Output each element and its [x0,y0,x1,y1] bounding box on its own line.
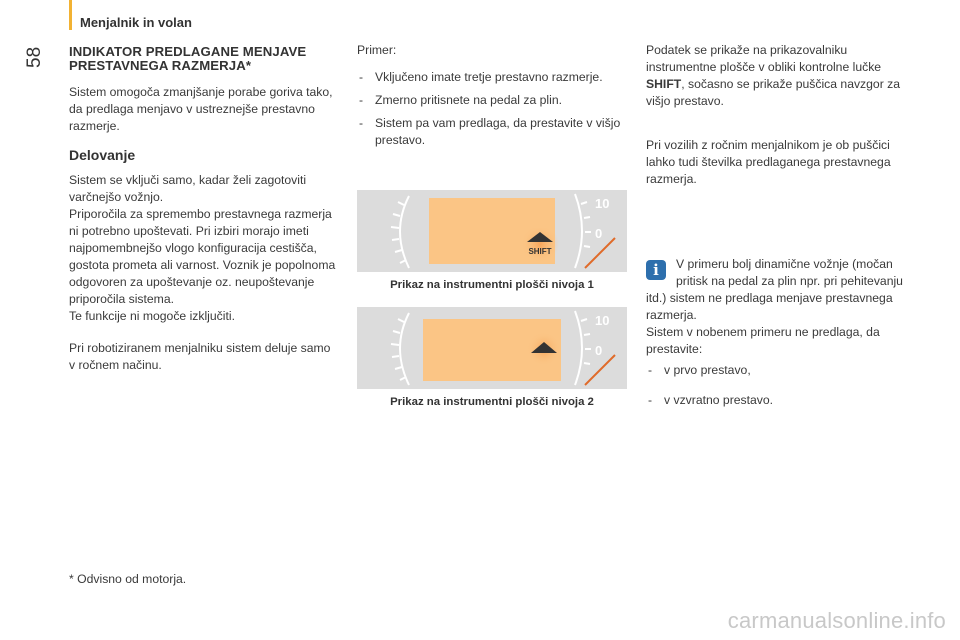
manual-gearbox-paragraph: Pri vozilih z ročnim menjalnikom je ob puščici lahko tudi številka predlaganega prestavnega razmerja. [646,138,891,186]
page-number: 58 [24,46,45,68]
instrument-panel-level-2 [357,307,627,389]
shift-up-arrow-icon [520,228,560,266]
figure-2-caption: Prikaz na instrumentni plošči nivoja 2 [390,396,594,408]
scale-min-label: 0 [595,226,603,241]
section-title: INDIKATOR PREDLAGANE MENJAVE PRESTAVNEGA RAZMERJA* [69,44,307,73]
info-icon: i [646,260,666,280]
body-paragraph-4: Pri robotiziranem menjalniku sistem deluje samo v ročnem načinu. [69,341,331,372]
column-3 [646,42,918,188]
list-item: - Sistem pa vam predlaga, da prestavite v višjo prestavo. [357,115,627,149]
left-dial-icon [357,307,427,389]
example-intro: Primer: [357,43,397,57]
list-item: - v prvo prestavo, [646,362,918,379]
chapter-accent-bar [69,0,72,30]
figure-1-caption: Prikaz na instrumentni plošči nivoja 1 [390,279,594,291]
right-dial-icon [565,190,627,272]
info-list [646,362,918,409]
column-1 [69,45,339,374]
list-item: - v vzvratno prestavo. [646,392,918,409]
watermark: carmanualsonline.info [727,608,946,633]
info-text-1: V primeru bolj dinamične vožnje (močan pritisk na pedal za plin npr. pri pehitevanju itd.) sistem ne predlaga menjave prestavnega razmerja. [646,257,903,322]
list-item: - Vključeno imate tretje prestavno razmerje. [357,69,627,86]
info-text-2: Sistem v nobenem primeru ne predlaga, da prestavite: [646,325,880,356]
display-paragraph: Podatek se prikaže na prikazovalniku instrumentne plošče v obliki kontrolne lučke SHIFT, sočasno se prikaže puščica navzgor za višjo prestavo. [646,43,901,108]
scale-max-label: 10 [595,196,610,211]
list-item: - Zmerno pritisnete na pedal za plin. [357,92,627,109]
column-2 [357,42,627,155]
shift-word: SHIFT [646,77,682,91]
example-steps [357,69,627,149]
scale-max-label: 10 [595,313,610,328]
body-paragraph-3: Te funkcije ni mogoče izključiti. [69,309,235,323]
info-box [646,256,918,415]
right-dial-icon [565,307,627,389]
scale-min-label: 0 [595,343,603,358]
body-paragraph-2: Priporočila za spremembo prestavnega razmerja ni potrebno upoštevati. Pri izbiri morajo imeti najpomembnejšo vlogo konfiguracija cestišča, gostota prometa ali varnost. Voznik je popolnoma odgovoren za upoštevanje oz. neupoštevanje priporočila sistema. [69,207,336,306]
footnote: * Odvisno od motorja. [69,572,187,586]
body-paragraph-1: Sistem se vključi samo, kadar želi zagotoviti varčnejšo vožnjo. [69,173,307,204]
chapter-title: Menjalnik in volan [80,15,192,30]
left-dial-icon [357,190,427,272]
subheading-operation: Delovanje [69,147,136,163]
intro-paragraph: Sistem omogoča zmanjšanje porabe goriva tako, da predlaga menjavo v ustreznejše prestavno razmerje. [69,85,333,133]
shift-up-arrow-icon [524,333,564,367]
instrument-panel-level-1 [357,190,627,272]
shift-label: SHIFT [528,247,552,256]
